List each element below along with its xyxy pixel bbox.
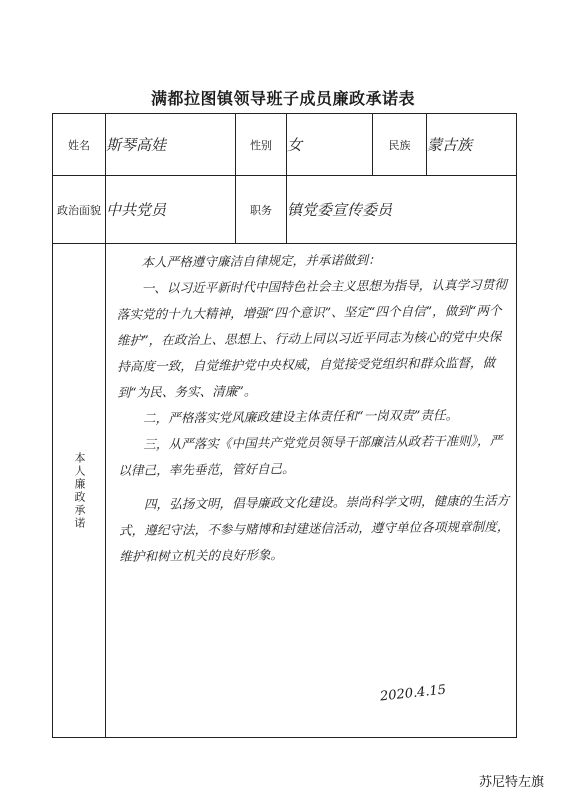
- pledge-label-cell: [53, 244, 106, 738]
- political-status-value: 中共党员: [106, 176, 236, 244]
- pledge-label: 本人廉政承诺: [73, 451, 86, 530]
- page-title: 满都拉图镇领导班子成员廉政承诺表: [150, 89, 415, 108]
- political-status-label: 政治面貌: [53, 176, 106, 244]
- pledge-paragraph: 一、以习近平新时代中国特色社会主义思想为指导，认真学习贯彻落实党的十九大精神，增强“四个意识”、坚定“四个自信”，做到“两个维护”，在政治上、思想上、行动上同以习近平同志为核心的党中央保持高度一致，自觉维护党中央权威，自觉接受党组织和群众监督，做到“为民、务实、清廉”。: [116, 276, 507, 400]
- ethnicity-label: 民族: [373, 114, 427, 176]
- pledge-text: [106, 240, 519, 570]
- position-value: 镇党委宣传委员: [287, 176, 517, 244]
- pledge-paragraph: 四，弘扬文明，倡导廉政文化建设。崇尚科学文明，健康的生活方式，遵纪守法，不参与赌博和封建迷信活动，遵守单位各项规章制度，维护和树立机关的良好形象。: [118, 492, 510, 564]
- name-value: 斯琴高娃: [106, 114, 236, 176]
- position-label: 职务: [236, 176, 287, 244]
- ethnicity-value: 蒙古族: [427, 114, 517, 176]
- signature-date: 2020.4.15: [379, 682, 447, 705]
- pledge-paragraph: 二，严格落实党风廉政建设主体责任和“一岗双责”责任。: [142, 407, 459, 426]
- footer-organization: 苏尼特左旗: [478, 775, 544, 790]
- name-label: 姓名: [53, 114, 106, 176]
- pledge-paragraph: 三，从严落实《中国共产党党员领导干部廉洁从政若干准则》，严以律己，率先垂范，管好自己。: [118, 432, 503, 478]
- gender-value: 女: [287, 114, 373, 176]
- pledge-content-cell: [106, 244, 517, 738]
- pledge-form-table: [52, 113, 517, 738]
- gender-label: 性别: [236, 114, 287, 176]
- pledge-paragraph: 本人严格遵守廉洁自律规定，并承诺做到：: [141, 252, 381, 270]
